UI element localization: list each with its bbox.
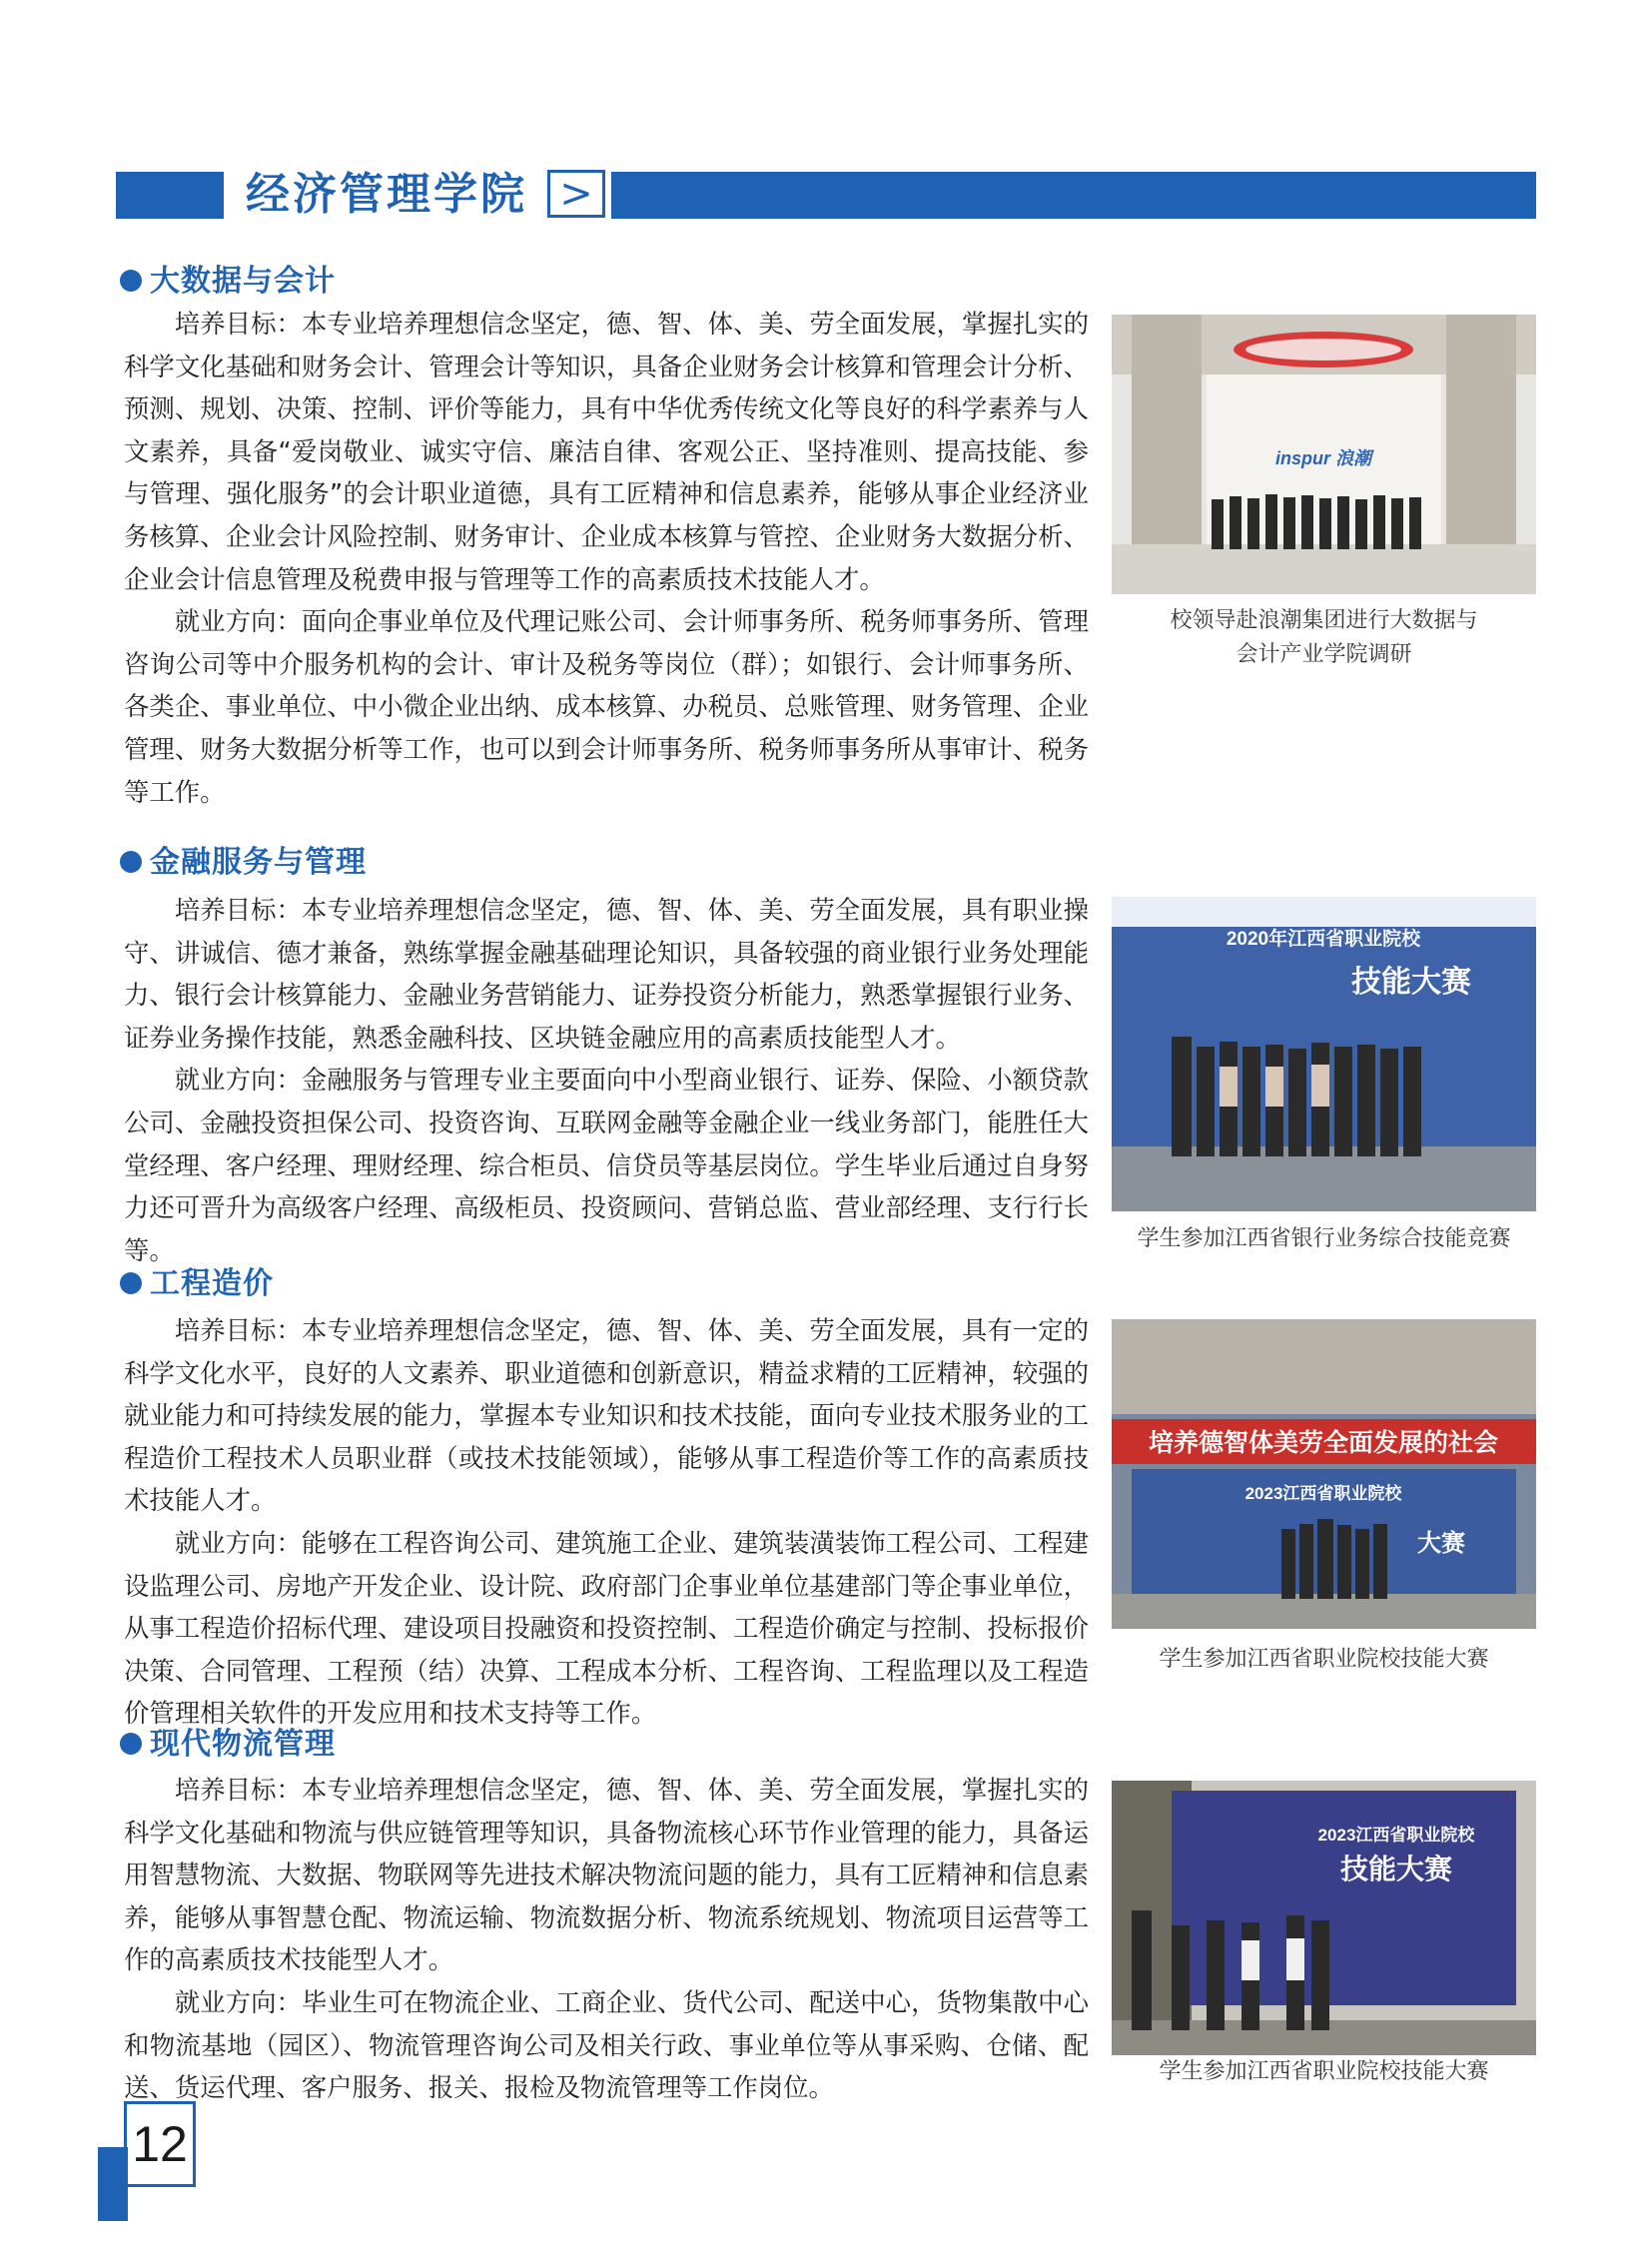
section-body	[124, 303, 1089, 813]
section-body	[124, 1309, 1089, 1735]
bullet-dot-icon	[120, 851, 142, 873]
header-bar-right	[611, 172, 1536, 219]
section-body	[124, 1769, 1089, 2109]
photo-banner-text: 2020年江西省职业院校	[1226, 929, 1421, 950]
paragraph: 培养目标：本专业培养理想信念坚定，德、智、体、美、劳全面发展，具有一定的科学文化水平，良好的人文素养、职业道德和创新意识，精益求精的工匠精神，较强的就业能力和可持续发展的能力，掌握本专业知识和技术技能，面向专业技术服务业的工程造价工程技术人员职业群（或技术技能领域），能够从事工程造价等工作的高素质技术技能人才。	[124, 1315, 1089, 1516]
section-heading: 大数据与会计	[120, 262, 336, 302]
photo-logistics-contest	[1112, 1781, 1536, 2055]
photo-caption: 学生参加江西省职业院校技能大赛	[1159, 2059, 1489, 2084]
section-heading: 工程造价	[120, 1264, 274, 1304]
section-heading: 金融服务与管理	[120, 843, 367, 883]
photo-cost-contest	[1112, 1319, 1536, 1629]
page-number: 12	[124, 2101, 196, 2187]
paragraph: 培养目标：本专业培养理想信念坚定，德、智、体、美、劳全面发展，具有职业操守、讲诚信、德才兼备，熟练掌握金融基础理论知识，具备较强的商业银行业务处理能力、银行会计核算能力、金融业务营销能力、证券投资分析能力，熟悉掌握银行业务、证券业务操作技能，熟悉金融科技、区块链金融应用的高素质技能型人才。	[124, 895, 1089, 1053]
section-heading: 现代物流管理	[120, 1725, 336, 1765]
paragraph: 培养目标：本专业培养理想信念坚定，德、智、体、美、劳全面发展，掌握扎实的科学文化基础和财务会计、管理会计等知识，具备企业财务会计核算和管理会计分析、预测、规划、决策、控制、评价等能力，具有中华优秀传统文化等良好的科学素养与人文素养，具备“爱岗敬业、诚实守信、廉洁自律、客观公正、坚持准则、提高技能、参与管理、强化服务”的会计职业道德，具有工匠精神和信息素养，能够从事企业经济业务核算、企业会计风险控制、财务审计、企业成本核算与管控、企业财务大数据分析、企业会计信息管理及税费申报与管理等工作的高素质技术技能人才。	[124, 309, 1089, 594]
bullet-dot-icon	[120, 270, 142, 292]
paragraph: 就业方向：面向企事业单位及代理记账公司、会计师事务所、税务师事务所、管理咨询公司等中介服务机构的会计、审计及税务等岗位（群）；如银行、会计师事务所、各类企、事业单位、中小微企业出纳、成本核算、办税员、总账管理、财务管理、企业管理、财务大数据分析等工作，也可以到会计师事务所、税务师事务所从事审计、税务等工作。	[124, 606, 1089, 807]
paragraph: 就业方向：金融服务与管理专业主要面向中小型商业银行、证券、保险、小额贷款公司、金融投资担保公司、投资咨询、互联网金融等金融企业一线业务部门，能胜任大堂经理、客户经理、理财经理、综合柜员、信贷员等基层岗位。学生毕业后通过自身努力还可晋升为高级客户经理、高级柜员、投资顾问、营销总监、营业部经理、支行行长等。	[124, 1065, 1089, 1265]
paragraph: 培养目标：本专业培养理想信念坚定，德、智、体、美、劳全面发展，掌握扎实的科学文化基础和物流与供应链管理等知识，具备物流核心环节作业管理的能力，具备运用智慧物流、大数据、物联网等先进技术解决物流问题的能力，具有工匠精神和信息素养，能够从事智慧仓配、物流运输、物流数据分析、物流系统规划、物流项目运营等工作的高素质技术技能型人才。	[124, 1775, 1089, 1975]
photo-banner-text: 技能大赛	[1339, 1854, 1453, 1884]
photo-banner-text: 培养德智体美劳全面发展的社会	[1148, 1429, 1499, 1457]
photo-banner-text: 大赛	[1417, 1530, 1465, 1557]
bullet-dot-icon	[120, 1733, 142, 1755]
photo-sign-text: inspur 浪潮	[1274, 448, 1372, 468]
photo-banner-text: 2023江西省职业院校	[1317, 1826, 1475, 1845]
chevron-right-icon: >	[547, 170, 605, 218]
paragraph: 就业方向：毕业生可在物流企业、工商企业、货代公司、配送中心，货物集散中心和物流基地（园区）、物流管理咨询公司及相关行政、事业单位等从事采购、仓储、配送、货运代理、客户服务、报关、报检及物流管理等工作岗位。	[124, 1986, 1089, 2103]
section-body	[124, 889, 1089, 1271]
photo-banner-text: 2023江西省职业院校	[1244, 1484, 1402, 1503]
bullet-dot-icon	[120, 1272, 142, 1294]
paragraph: 就业方向：能够在工程咨询公司、建筑施工企业、建筑装潢装饰工程公司、工程建设监理公司、房地产开发企业、设计院、政府部门企事业单位基建部门等企事业单位，从事工程造价招标代理、建设项目投融资和投资控制、工程造价确定与控制、投标报价决策、合同管理、工程预（结）决算、工程成本分析、工程咨询、工程监理以及工程造价管理相关软件的开发应用和技术支持等工作。	[124, 1527, 1089, 1729]
header-bar-left	[116, 172, 224, 219]
page-title: 经济管理学院	[246, 169, 527, 220]
photo-inspur-visit	[1112, 315, 1536, 594]
photo-caption: 校领导赴浪潮集团进行大数据与 会计产业学院调研	[1170, 608, 1478, 667]
photo-banner-text: 技能大赛	[1351, 966, 1471, 999]
photo-caption: 学生参加江西省银行业务综合技能竞赛	[1137, 1226, 1511, 1251]
photo-caption: 学生参加江西省职业院校技能大赛	[1159, 1647, 1489, 1672]
photo-banking-contest	[1112, 897, 1536, 1211]
